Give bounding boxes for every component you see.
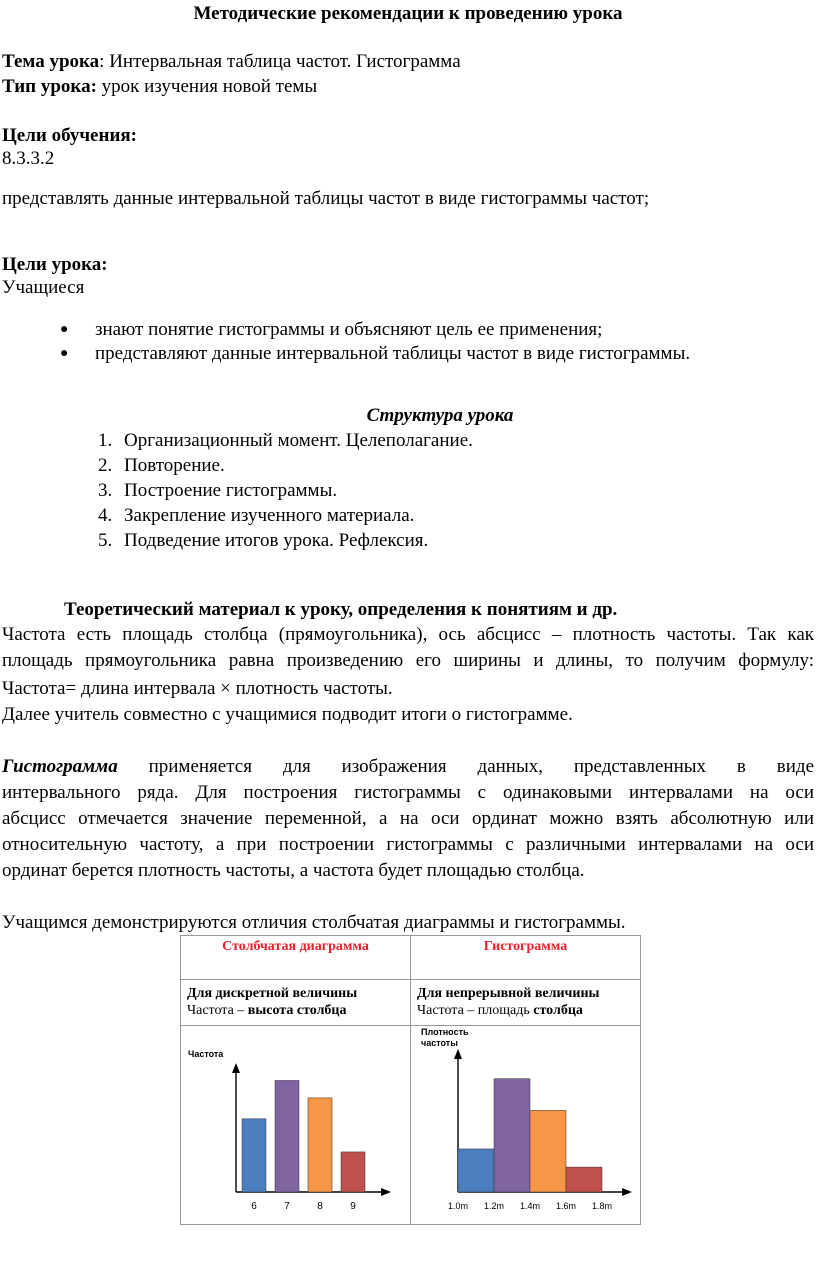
structure-item: Подведение итогов урока. Рефлексия. [124, 530, 429, 551]
hist-tick-label: 1.8m [591, 1201, 613, 1211]
right-sub-title: Для непрерывной величины [417, 986, 600, 1001]
theory-line: Далее учитель совместно с учащимися подводит итоги о гистограмме. [2, 704, 573, 725]
structure-number: 1. [98, 430, 113, 451]
hist-bar-3 [530, 1110, 566, 1192]
students-label: Учащиеся [2, 277, 85, 298]
bar-tick-label: 6 [251, 1201, 257, 1212]
hist-x-arrow [622, 1188, 632, 1196]
bar-chart [181, 1026, 410, 1218]
structure-number: 5. [98, 530, 113, 551]
histogram-chart [411, 1026, 640, 1218]
structure-item: Построение гистограммы. [124, 480, 338, 501]
hist-y-arrow [454, 1049, 462, 1059]
left-subheader [181, 980, 411, 1026]
bar-tick-label: 8 [317, 1201, 323, 1212]
structure-title: Структура урока [366, 405, 514, 426]
bar-chart-ylabel: Частота [188, 1049, 224, 1059]
hist-tick-label: 1.6m [555, 1201, 577, 1211]
bar-x-arrow [381, 1188, 391, 1196]
type-value: урок изучения новой темы [96, 76, 318, 97]
histogram-paragraph-first [2, 754, 814, 780]
right-sub-desc-b: столбца [533, 1003, 583, 1018]
theory-line: Частота есть площадь столбца (прямоугольника), ось абсцисс – плотность частоты. Так как [2, 624, 814, 645]
left-sub-desc-b: высота столбца [247, 1003, 347, 1018]
structure-item: Повторение. [124, 455, 225, 476]
structure-number: 2. [98, 455, 113, 476]
bar-y-arrow [232, 1063, 240, 1073]
document-title: Методические рекомендации к проведению урока [193, 3, 623, 24]
structure-item: Закрепление изученного материала. [124, 505, 415, 526]
topic-value: : Интервальная таблица частот. Гистограмма [99, 51, 461, 72]
histogram-paragraph-line: абсцисс отмечается значение переменной, а на оси ординат можно взять абсолютную или [2, 808, 814, 829]
hist-bar-1 [458, 1149, 494, 1192]
hist-bar-2 [494, 1079, 530, 1192]
bar-9 [341, 1152, 365, 1192]
comparison-table [180, 935, 641, 1225]
left-sub-desc [187, 1002, 404, 1019]
topic-line [2, 50, 461, 74]
bar-chart-cell [181, 1026, 411, 1225]
bullet-icon: ● [60, 346, 69, 361]
bar-8 [308, 1098, 332, 1192]
bullet-icon: ● [60, 322, 69, 337]
hist-tick-label: 1.2m [483, 1201, 505, 1211]
structure-number: 4. [98, 505, 113, 526]
topic-label: Тема урока [2, 51, 100, 72]
structure-item: Организационный момент. Целеполагание. [124, 430, 473, 451]
hist-tick-label: 1.0m [447, 1201, 469, 1211]
structure-number: 3. [98, 480, 113, 501]
type-line [2, 75, 317, 99]
histogram-paragraph-line: относительную частоту, а при построении гистограммы с различными интервалами на оси [2, 834, 814, 855]
histogram-cell [411, 1026, 641, 1225]
lesson-goals-label: Цели урока: [2, 254, 108, 275]
left-header: Столбчатая диаграмма [181, 936, 411, 980]
bar-tick-label: 9 [350, 1201, 356, 1212]
bar-6 [242, 1119, 266, 1192]
bar-7 [275, 1080, 299, 1192]
histogram-paragraph-line: интервального ряда. Для построения гистограммы с одинаковыми интервалами на оси [2, 782, 814, 803]
histogram-paragraph-line: ординат берется плотность частоты, а частота будет площадью столбца. [2, 860, 585, 881]
theory-title: Теоретический материал к уроку, определения к понятиям и др. [64, 599, 618, 620]
learning-goal-code: 8.3.3.2 [2, 148, 55, 169]
learning-goal-text: представлять данные интервальной таблицы частот в виде гистограммы частот; [2, 188, 650, 209]
hist-ylabel-line: частоты [421, 1038, 458, 1048]
hist-ylabel-line: Плотность [421, 1027, 469, 1037]
histogram-text: применяется для изображения данных, представленных в виде [117, 756, 814, 777]
hist-bar-4 [566, 1167, 602, 1192]
theory-line: площадь прямоугольника равна произведению его ширины и длины, то получим формулу: [2, 650, 814, 671]
left-sub-desc-a: Частота – [187, 1003, 248, 1018]
right-subheader [411, 980, 641, 1026]
right-sub-desc [417, 1002, 634, 1019]
bar-tick-label: 7 [284, 1201, 290, 1212]
right-sub-desc-a: Частота – площадь [417, 1003, 534, 1018]
hist-tick-label: 1.4m [519, 1201, 541, 1211]
right-header: Гистограмма [411, 936, 641, 980]
lesson-goal-item: знают понятие гистограммы и объясняют цель ее применения; [95, 319, 603, 340]
type-label: Тип урока: [2, 76, 97, 97]
histogram-term: Гистограмма [2, 756, 118, 777]
learning-goals-label: Цели обучения: [2, 125, 137, 146]
theory-line: Частота= длина интервала × плотность частоты. [2, 678, 393, 699]
left-sub-title: Для дискретной величины [187, 986, 358, 1001]
demo-line: Учащимся демонстрируются отличия столбчатая диаграммы и гистограммы. [2, 912, 626, 933]
lesson-goal-item: представляют данные интервальной таблицы частот в виде гистограммы. [95, 343, 691, 364]
